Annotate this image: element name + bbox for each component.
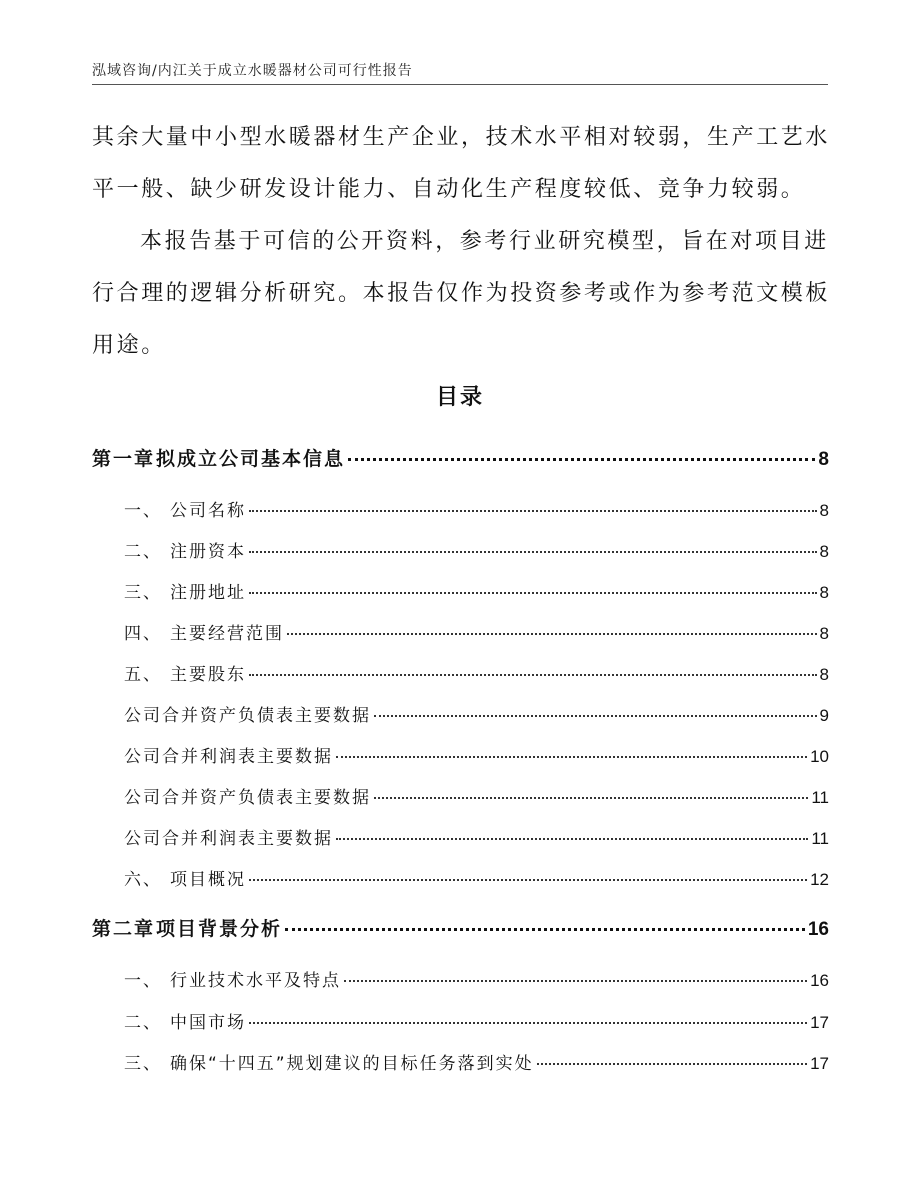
toc-entry-page: 8 [819, 501, 829, 520]
toc-entry-page: 8 [818, 449, 829, 470]
dot-leader [374, 715, 817, 717]
dot-leader [344, 980, 807, 982]
dot-leader [287, 633, 817, 635]
toc-entry-number: 二、 [124, 542, 162, 562]
toc-title: 目录 [435, 385, 484, 410]
toc-entry-chapter[interactable] [92, 444, 829, 471]
toc-entry-page: 11 [811, 788, 829, 807]
dot-leader [374, 797, 808, 799]
toc-entry-title: 行业技术水平及特点 [170, 971, 341, 991]
toc-entry-title: 项目概况 [170, 870, 246, 890]
toc-entry-title: 公司合并资产负债表主要数据 [124, 788, 371, 808]
dot-leader [249, 1022, 807, 1024]
toc-entry-page: 16 [810, 971, 829, 990]
dot-leader [249, 551, 817, 553]
body-paragraph-2 [92, 216, 832, 372]
toc-entry-title: 中国市场 [170, 1013, 246, 1033]
toc-entry-page: 12 [810, 870, 829, 889]
toc-entry-title: 注册地址 [170, 583, 246, 603]
toc-entry-number: 五、 [124, 665, 162, 685]
toc-entry-number: 一、 [124, 971, 162, 991]
toc-entry-subsection[interactable] [124, 701, 829, 726]
toc-entry-section[interactable] [124, 865, 829, 890]
toc-entry-title: 主要经营范围 [170, 624, 284, 644]
toc-entry-section[interactable] [124, 496, 829, 521]
toc-entry-page: 17 [810, 1013, 829, 1032]
toc-entry-section[interactable] [124, 619, 829, 644]
paragraph-text: 本报告基于可信的公开资料，参考行业研究模型，旨在对项目进行合理的逻辑分析研究。本报告仅作为投资参考或作为参考范文模板用途。 [92, 229, 831, 358]
toc-entry-page: 10 [810, 747, 829, 766]
toc-entry-title: 公司名称 [170, 501, 246, 521]
toc-entry-title: 公司合并资产负债表主要数据 [124, 706, 371, 726]
dot-leader [249, 879, 807, 881]
toc-entry-subsection[interactable] [124, 783, 829, 808]
toc-entry-number: 三、 [124, 583, 162, 603]
dot-leader [249, 510, 817, 512]
toc-entry-section[interactable] [124, 537, 829, 562]
toc-entry-page: 8 [819, 542, 829, 561]
toc-entry-title: 公司合并利润表主要数据 [124, 747, 333, 767]
dot-leader [336, 756, 807, 758]
toc-entry-number: 第一章 [92, 448, 156, 470]
toc-entry-section[interactable] [124, 1008, 829, 1033]
dot-leader [249, 674, 817, 676]
toc-entry-number: 六、 [124, 870, 162, 890]
toc-entry-section[interactable] [124, 1049, 829, 1074]
toc-entry-subsection[interactable] [124, 742, 829, 767]
toc-entry-number: 第二章 [92, 918, 156, 940]
dot-leader [249, 592, 817, 594]
toc-entry-page: 8 [819, 583, 829, 602]
toc-entry-title: 拟成立公司基本信息 [156, 448, 346, 470]
body-paragraph-1 [92, 112, 832, 216]
toc-entry-page: 9 [819, 706, 829, 725]
toc-entry-subsection[interactable] [124, 824, 829, 849]
toc-entry-page: 8 [819, 624, 829, 643]
dot-leader [348, 458, 815, 461]
toc-entry-number: 三、 [124, 1054, 162, 1074]
toc-entry-section[interactable] [124, 578, 829, 603]
toc-entry-page: 8 [819, 665, 829, 684]
header-divider [92, 84, 828, 85]
running-header: 泓域咨询/内江关于成立水暖器材公司可行性报告 [92, 63, 413, 79]
toc-entry-section[interactable] [124, 660, 829, 685]
toc-entry-number: 四、 [124, 624, 162, 644]
dot-leader [285, 928, 805, 931]
dot-leader [336, 838, 808, 840]
paragraph-text: 其余大量中小型水暖器材生产企业，技术水平相对较弱，生产工艺水平一般、缺少研发设计能力、自动化生产程度较低、竞争力较弱。 [92, 125, 831, 202]
toc-entry-title: 注册资本 [170, 542, 246, 562]
toc-entry-section[interactable] [124, 966, 829, 991]
dot-leader [537, 1063, 807, 1065]
toc-entry-page: 17 [810, 1054, 829, 1073]
toc-entry-title: 公司合并利润表主要数据 [124, 829, 333, 849]
toc-entry-chapter[interactable] [92, 914, 829, 941]
toc-entry-page: 11 [811, 829, 829, 848]
toc-entry-number: 一、 [124, 501, 162, 521]
toc-entry-title: 确保“十四五”规划建议的目标任务落到实处 [170, 1054, 534, 1074]
toc-entry-number: 二、 [124, 1013, 162, 1033]
toc-entry-title: 主要股东 [170, 665, 246, 685]
toc-entry-page: 16 [807, 919, 829, 940]
toc-entry-title: 项目背景分析 [156, 918, 283, 940]
